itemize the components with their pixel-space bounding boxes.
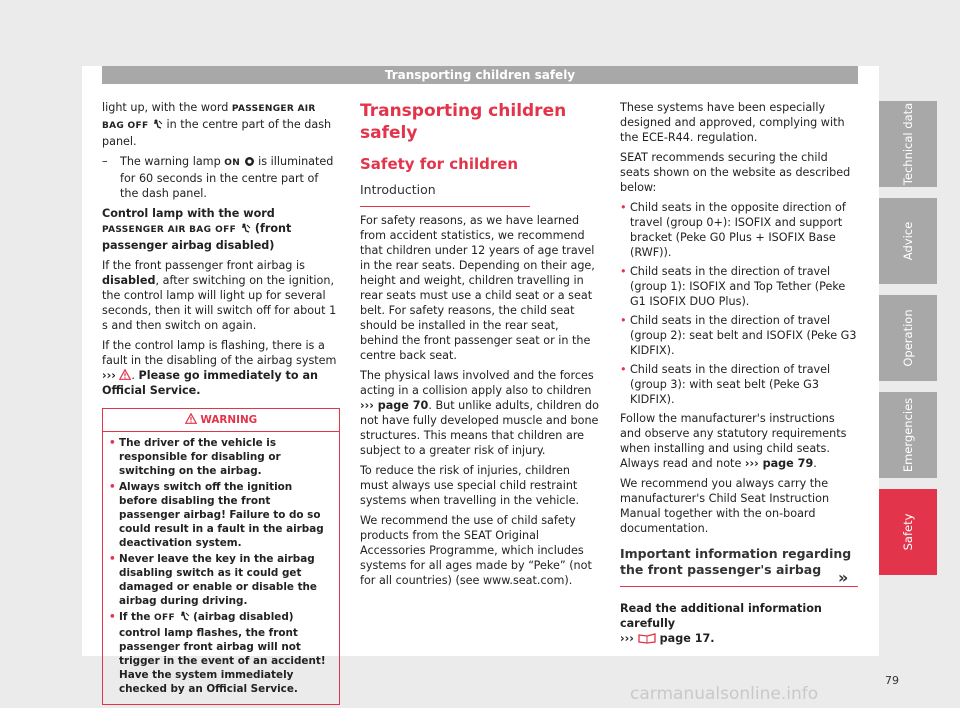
list-item: – The warning lamp ON is illuminated for 60 seconds in the centre part of the dash panel. xyxy=(102,155,334,200)
passenger-airbag-icon xyxy=(152,119,163,134)
list-item: • Child seats in the opposite direction of travel (group 0+): ISOFIX and support bracket (Peke G0 Plus + ISOFIX Base (RWF)). xyxy=(620,201,846,259)
subsection-title: Important information regarding the front passenger's airbag xyxy=(620,546,858,587)
tab-technical-data[interactable]: Technical data xyxy=(879,101,937,187)
paragraph: To reduce the risk of injuries, children must always use special child restraint systems when travelling in the vehicle. xyxy=(360,464,580,507)
airbag-on-icon xyxy=(244,156,255,171)
paragraph: These systems have been especially designed and approved, complying with the ECE-R44. regulation. xyxy=(620,101,845,144)
paragraph: The physical laws involved and the forces acting in a collision apply also to children ››› page 70. But unlike adults, children do not have fully developed muscle and bone structures. This means that children are subject to a greater risk of injury. xyxy=(360,369,599,457)
paragraph: We recommend you always carry the manufacturer's Child Seat Instruction Manual together with the on-board documentation. xyxy=(620,477,830,535)
warning-triangle-icon xyxy=(185,413,197,424)
passenger-airbag-icon xyxy=(179,611,190,626)
tab-operation[interactable]: Operation xyxy=(879,295,937,381)
warning-item: • The driver of the vehicle is responsible for disabling or switching on the airbag. xyxy=(109,437,281,477)
page-header: Transporting children safely xyxy=(102,66,858,84)
column-left xyxy=(102,100,338,705)
list-item: • Child seats in the direction of travel (group 2): seat belt and ISOFIX (Peke G3 KIDFIX). xyxy=(620,314,857,357)
page-number: 79 xyxy=(885,674,899,687)
tab-emergencies[interactable]: Emergencies xyxy=(879,392,937,478)
list-item: • Child seats in the direction of travel (group 3): with seat belt (Peke G3 KIDFIX). xyxy=(620,363,831,406)
warning-item: • If the OFF (airbag disabled) control lamp flashes, the front passenger front airbag will not trigger in the event of an accident! Have the system immediately checked by an Official Service. xyxy=(109,611,326,695)
paragraph: For safety reasons, as we have learned from accident statistics, we recommend that children under 12 years of age travel in the rear seats. Depending on their age, height and weight, children travelling in rear seats must use a child seat or a seat belt. For safety reasons, the child seat should be installed in the rear seat, behind the front passenger seat or in the centre back seat. xyxy=(360,214,595,362)
section-title: Transporting children safely xyxy=(360,101,567,143)
paragraph: light up, with the word PASSENGER AIR BAG OFF in the centre part of the dash panel. xyxy=(102,101,332,148)
book-icon xyxy=(638,633,656,648)
reference-arrow[interactable]: ››› xyxy=(620,632,634,645)
reference-arrow[interactable]: ››› xyxy=(102,369,116,382)
paragraph: We recommend the use of child safety products from the SEAT Original Accessories Programme, which includes systems for all ages made by “Peke” (not for all countries) (see www.seat.com). xyxy=(360,514,592,587)
page-link[interactable]: page 17 xyxy=(659,632,711,645)
paragraph: If the front passenger front airbag is disabled, after switching on the ignition, the control lamp will light up for several seconds, then it will switch off for about 1 s and then switch on again. xyxy=(102,259,337,332)
paragraph: If the control lamp is flashing, there is a fault in the disabling of the airbag system ››› . Please go immediately to an Official Service. xyxy=(102,339,337,397)
tab-safety[interactable]: Safety xyxy=(879,489,937,575)
paragraph: SEAT recommends securing the child seats shown on the website as described below: xyxy=(620,151,851,194)
subheading: Control lamp with the word PASSENGER AIR BAG OFF (front passenger airbag disabled) xyxy=(102,207,292,252)
tab-advice[interactable]: Advice xyxy=(879,198,937,284)
list-item: • Child seats in the direction of travel (group 1): ISOFIX and Top Tether (Peke G1 ISOFIX DUO Plus). xyxy=(620,265,846,308)
passenger-airbag-icon xyxy=(240,223,251,238)
section-subtitle: Safety for children xyxy=(360,155,519,173)
page-link[interactable]: ››› page 70 xyxy=(360,399,429,412)
page-link[interactable]: ››› page 79 xyxy=(744,457,814,470)
read-note: Read the additional information carefully ››› page 17. xyxy=(620,601,858,648)
warning-header: WARNING xyxy=(103,409,339,432)
subsection-title: Introduction xyxy=(360,182,530,207)
continue-marker: » xyxy=(838,568,849,587)
column-middle xyxy=(360,100,600,593)
warning-item: • Never leave the key in the airbag disabling switch as it could get damaged or enable or disable the airbag during driving. xyxy=(109,553,317,607)
watermark: carmanualsonline.info xyxy=(630,684,819,704)
warning-item: • Always switch off the ignition before disabling the front passenger airbag! Failure to do so could result in a fault in the airbag deactivation system. xyxy=(109,481,324,549)
column-right xyxy=(620,100,858,653)
warning-box xyxy=(102,408,340,705)
warning-triangle-icon xyxy=(119,369,131,380)
paragraph: Follow the manufacturer's instructions and observe any statutory requirements when installing and using child seats. Always read and note ››› page 79. xyxy=(620,412,847,470)
